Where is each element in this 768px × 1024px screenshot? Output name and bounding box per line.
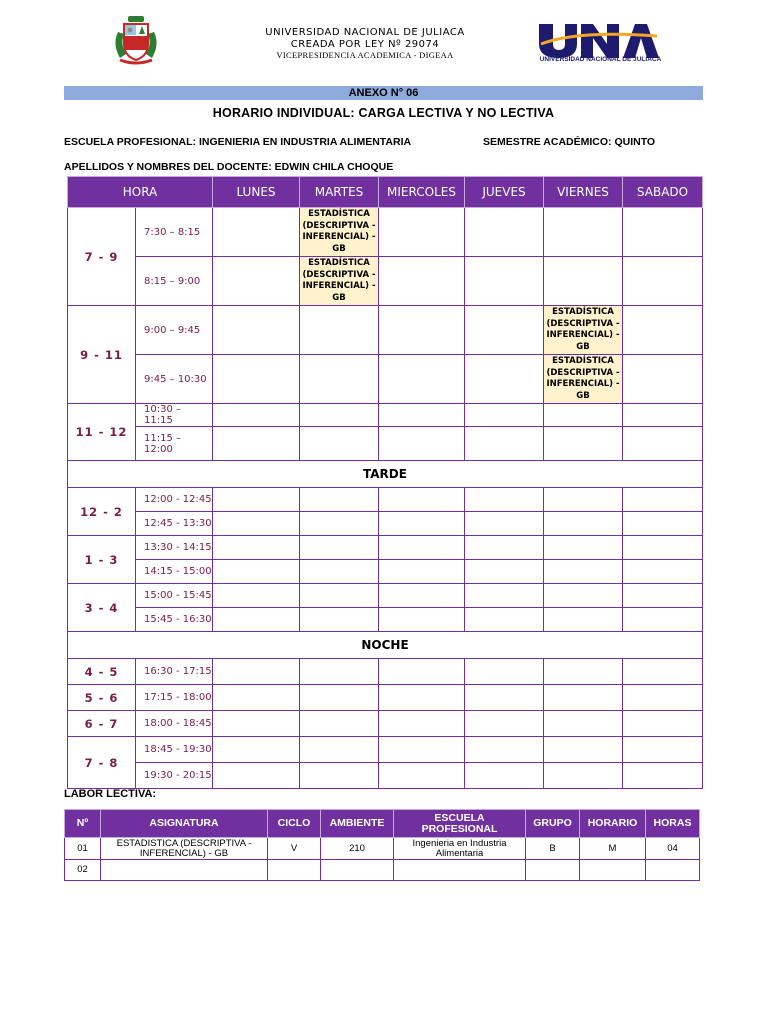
schedule-row xyxy=(68,208,703,257)
cell xyxy=(623,685,703,711)
schedule-row xyxy=(68,685,703,711)
cell xyxy=(623,512,703,536)
schedule-row xyxy=(68,257,703,306)
schedule-row xyxy=(68,355,703,404)
creation-law: CREADA POR LEY Nº 29074 xyxy=(290,39,440,50)
labor-header: ASIGNATURA xyxy=(101,810,268,838)
course-cell: ESTADÍSTICA (DESCRIPTIVA - INFERENCIAL) - GB xyxy=(300,208,379,257)
header-viernes: VIERNES xyxy=(544,177,623,208)
hour-block: 11 - 12 xyxy=(68,404,136,461)
schedule-row xyxy=(68,711,703,737)
escuela-profesional: ESCUELA PROFESIONAL: INGENIERIA EN INDUSTRIA ALIMENTARIA xyxy=(64,136,412,148)
cell xyxy=(544,737,623,763)
schedule-row xyxy=(68,536,703,560)
cell xyxy=(623,208,703,257)
time-slot: 12:45 - 13:30 xyxy=(136,512,213,536)
labor-row xyxy=(65,838,700,860)
time-slot: 10:30 – 11:15 xyxy=(136,404,213,427)
time-slot: 7:30 – 8:15 xyxy=(136,208,213,257)
labor-cell: B xyxy=(526,838,580,860)
labor-header: HORAS xyxy=(646,810,700,838)
schedule-row xyxy=(68,560,703,584)
section-row xyxy=(68,632,703,659)
cell xyxy=(379,512,465,536)
cell xyxy=(544,685,623,711)
schedule-table xyxy=(67,176,703,789)
cell xyxy=(379,536,465,560)
cell xyxy=(213,584,300,608)
annex-title: ANEXO N° 06 xyxy=(348,87,419,99)
time-slot: 18:00 - 18:45 xyxy=(136,711,213,737)
cell xyxy=(465,711,544,737)
section-noche: NOCHE xyxy=(68,632,703,659)
cell xyxy=(465,659,544,685)
cell xyxy=(544,560,623,584)
cell xyxy=(544,208,623,257)
cell xyxy=(465,355,544,404)
schedule-row xyxy=(68,427,703,461)
vicepresidency: VICEPRESIDENCIA ACADEMICA - DIGEAA xyxy=(276,50,454,60)
labor-header-row xyxy=(65,810,700,838)
cell xyxy=(300,306,379,355)
cell xyxy=(465,257,544,306)
cell xyxy=(623,560,703,584)
cell xyxy=(300,659,379,685)
cell xyxy=(379,737,465,763)
cell xyxy=(300,512,379,536)
time-slot: 11:15 – 12:00 xyxy=(136,427,213,461)
cell xyxy=(465,608,544,632)
cell xyxy=(544,427,623,461)
cell xyxy=(544,659,623,685)
cell xyxy=(465,584,544,608)
schedule-row xyxy=(68,512,703,536)
cell xyxy=(544,257,623,306)
cell xyxy=(544,536,623,560)
hour-block: 7 - 9 xyxy=(68,208,136,306)
docente-name: APELLIDOS Y NOMBRES DEL DOCENTE: EDWIN CHILA CHOQUE xyxy=(64,161,394,173)
hour-block: 7 - 8 xyxy=(68,737,136,789)
labor-cell: V xyxy=(268,838,321,860)
labor-header: CICLO xyxy=(268,810,321,838)
labor-cell: M xyxy=(580,838,646,860)
schedule-row xyxy=(68,404,703,427)
cell xyxy=(379,763,465,789)
time-slot: 8:15 – 9:00 xyxy=(136,257,213,306)
cell xyxy=(465,306,544,355)
cell xyxy=(213,737,300,763)
schedule-row xyxy=(68,608,703,632)
cell xyxy=(213,355,300,404)
cell xyxy=(465,488,544,512)
cell xyxy=(213,560,300,584)
hour-block: 12 - 2 xyxy=(68,488,136,536)
cell xyxy=(544,512,623,536)
cell xyxy=(379,257,465,306)
cell xyxy=(300,560,379,584)
cell xyxy=(544,608,623,632)
cell xyxy=(379,427,465,461)
cell xyxy=(623,763,703,789)
cell xyxy=(213,208,300,257)
cell xyxy=(379,685,465,711)
hour-block: 1 - 3 xyxy=(68,536,136,584)
cell xyxy=(379,355,465,404)
cell xyxy=(300,404,379,427)
time-slot: 19:30 - 20:15 xyxy=(136,763,213,789)
cell xyxy=(623,488,703,512)
cell xyxy=(379,608,465,632)
cell xyxy=(623,427,703,461)
cell xyxy=(300,711,379,737)
cell xyxy=(544,763,623,789)
course-cell: ESTADÍSTICA (DESCRIPTIVA - INFERENCIAL) - GB xyxy=(300,257,379,306)
cell xyxy=(465,560,544,584)
cell xyxy=(379,306,465,355)
hour-block: 9 - 11 xyxy=(68,306,136,404)
logo-caption: UNIVERSIDAD NACIONAL DE JULIACA xyxy=(539,56,662,63)
header-sabado: SABADO xyxy=(623,177,703,208)
cell xyxy=(213,488,300,512)
time-slot: 15:00 - 15:45 xyxy=(136,584,213,608)
time-slot: 17:15 - 18:00 xyxy=(136,685,213,711)
cell xyxy=(465,512,544,536)
header-miercoles: MIERCOLES xyxy=(379,177,465,208)
cell xyxy=(465,427,544,461)
cell xyxy=(213,306,300,355)
schedule-row xyxy=(68,488,703,512)
cell xyxy=(379,584,465,608)
cell xyxy=(213,608,300,632)
time-slot: 9:00 – 9:45 xyxy=(136,306,213,355)
cell xyxy=(623,608,703,632)
cell xyxy=(300,355,379,404)
time-slot: 14:15 - 15:00 xyxy=(136,560,213,584)
labor-cell: 210 xyxy=(321,838,394,860)
cell xyxy=(300,737,379,763)
document-title: HORARIO INDIVIDUAL: CARGA LECTIVA Y NO LECTIVA xyxy=(212,106,555,120)
cell xyxy=(379,404,465,427)
time-slot: 9:45 – 10:30 xyxy=(136,355,213,404)
cell xyxy=(213,536,300,560)
peru-coat-of-arms-icon xyxy=(110,14,162,66)
schedule-row xyxy=(68,763,703,789)
cell xyxy=(465,763,544,789)
labor-header: HORARIO xyxy=(580,810,646,838)
header-hora: HORA xyxy=(68,177,213,208)
cell xyxy=(623,404,703,427)
cell xyxy=(300,763,379,789)
header-martes: MARTES xyxy=(300,177,379,208)
labor-cell: 02 xyxy=(65,860,101,881)
schedule-row xyxy=(68,306,703,355)
cell xyxy=(544,711,623,737)
labor-cell xyxy=(268,860,321,881)
schedule-row xyxy=(68,737,703,763)
labor-cell xyxy=(580,860,646,881)
section-row xyxy=(68,461,703,488)
cell xyxy=(300,488,379,512)
time-slot: 18:45 - 19:30 xyxy=(136,737,213,763)
cell xyxy=(623,711,703,737)
cell xyxy=(213,512,300,536)
labor-cell: Ingenieria en Industria Alimentaria xyxy=(394,838,526,860)
cell xyxy=(300,608,379,632)
cell xyxy=(300,427,379,461)
cell xyxy=(379,208,465,257)
time-slot: 12:00 - 12:45 xyxy=(136,488,213,512)
cell xyxy=(465,404,544,427)
cell xyxy=(544,584,623,608)
university-name: UNIVERSIDAD NACIONAL DE JULIACA xyxy=(265,27,465,38)
cell xyxy=(300,584,379,608)
course-cell: ESTADÍSTICA (DESCRIPTIVA - INFERENCIAL) - GB xyxy=(544,355,623,404)
labor-cell: 04 xyxy=(646,838,700,860)
labor-table xyxy=(64,809,700,881)
cell xyxy=(213,763,300,789)
cell xyxy=(465,536,544,560)
cell xyxy=(623,659,703,685)
semestre-academico: SEMESTRE ACADÉMICO: QUINTO xyxy=(483,136,656,148)
labor-cell xyxy=(646,860,700,881)
cell xyxy=(465,208,544,257)
cell xyxy=(544,404,623,427)
labor-cell xyxy=(321,860,394,881)
hour-block: 3 - 4 xyxy=(68,584,136,632)
cell xyxy=(213,427,300,461)
labor-cell xyxy=(394,860,526,881)
labor-header: ESCUELA PROFESIONAL xyxy=(394,810,526,838)
cell xyxy=(300,536,379,560)
cell xyxy=(623,536,703,560)
labor-lectiva-title: LABOR LECTIVA: xyxy=(64,788,157,800)
labor-row xyxy=(65,860,700,881)
cell xyxy=(623,584,703,608)
time-slot: 16:30 - 17:15 xyxy=(136,659,213,685)
schedule-header-row xyxy=(68,177,703,208)
header-jueves: JUEVES xyxy=(465,177,544,208)
labor-header: GRUPO xyxy=(526,810,580,838)
hour-block: 6 - 7 xyxy=(68,711,136,737)
labor-cell xyxy=(526,860,580,881)
cell xyxy=(213,711,300,737)
labor-cell: 01 xyxy=(65,838,101,860)
cell xyxy=(379,488,465,512)
labor-header: AMBIENTE xyxy=(321,810,394,838)
cell xyxy=(213,659,300,685)
cell xyxy=(465,737,544,763)
cell xyxy=(379,560,465,584)
cell xyxy=(623,355,703,404)
cell xyxy=(623,737,703,763)
labor-cell: ESTADISTICA (DESCRIPTIVA - INFERENCIAL) - GB xyxy=(101,838,268,860)
hour-block: 5 - 6 xyxy=(68,685,136,711)
cell xyxy=(623,257,703,306)
labor-cell xyxy=(101,860,268,881)
cell xyxy=(213,685,300,711)
cell xyxy=(379,659,465,685)
cell xyxy=(379,711,465,737)
section-tarde: TARDE xyxy=(68,461,703,488)
schedule-row xyxy=(68,584,703,608)
hour-block: 4 - 5 xyxy=(68,659,136,685)
cell xyxy=(544,488,623,512)
cell xyxy=(300,685,379,711)
cell xyxy=(213,257,300,306)
header-lunes: LUNES xyxy=(213,177,300,208)
cell xyxy=(465,685,544,711)
schedule-row xyxy=(68,659,703,685)
labor-header: Nº xyxy=(65,810,101,838)
cell xyxy=(623,306,703,355)
cell xyxy=(213,404,300,427)
time-slot: 15:45 - 16:30 xyxy=(136,608,213,632)
course-cell: ESTADÍSTICA (DESCRIPTIVA - INFERENCIAL) - GB xyxy=(544,306,623,355)
time-slot: 13:30 - 14:15 xyxy=(136,536,213,560)
